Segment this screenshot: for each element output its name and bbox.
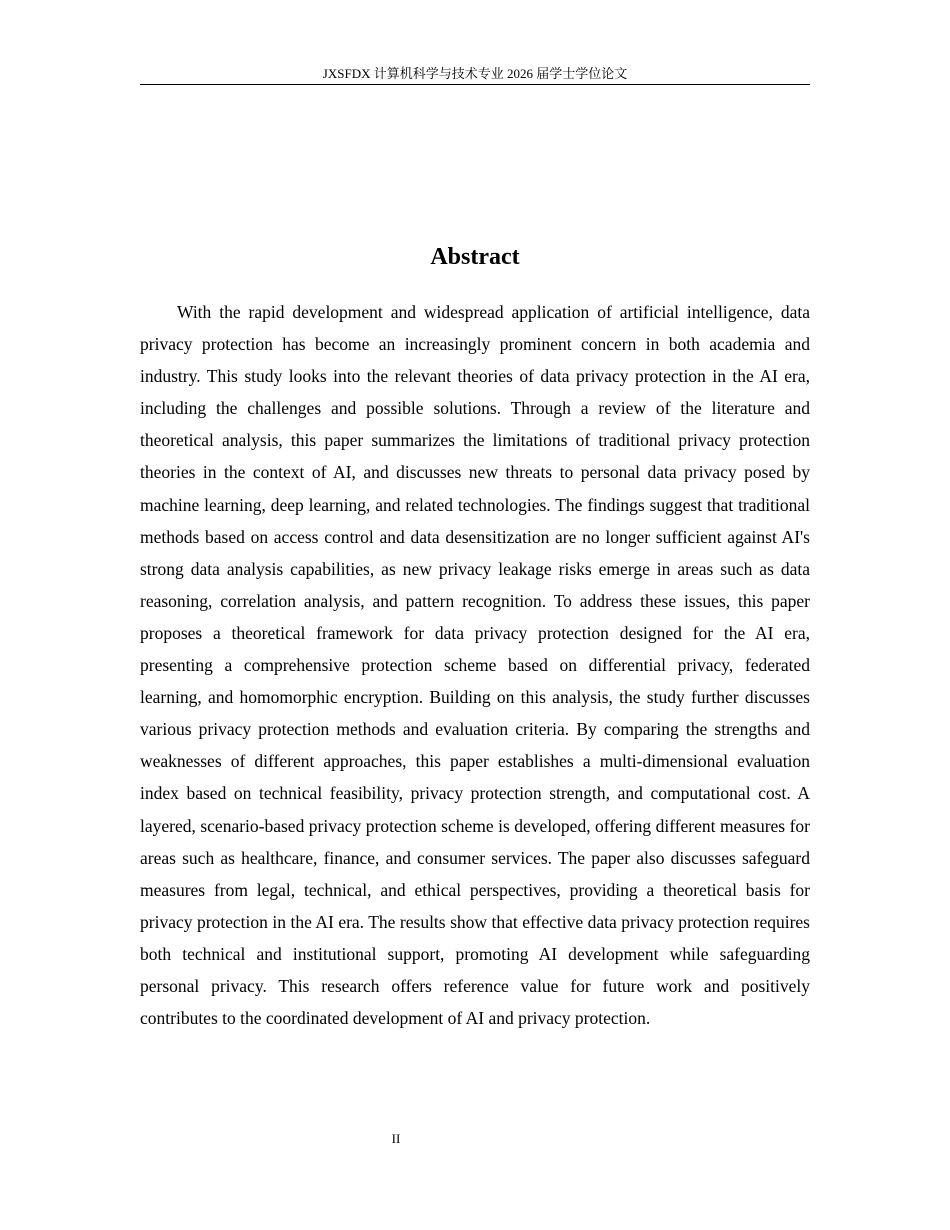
abstract-body: With the rapid development and widespread application of artificial intelligence, data privacy protection has become an increasingly prominent concern in both academia and industry. This study looks into the relevant theories of data privacy protection in the AI era, including the challenges and possible solutions. Through a review of the literature and theoretical analysis, this paper summarizes the limitations of traditional privacy protection theories in the context of AI, and discusses new threats to personal data privacy posed by machine learning, deep learning, and related technologies. The findings suggest that traditional methods based on access control and data desensitization are no longer sufficient against AI's strong data analysis capabilities, as new privacy leakage risks emerge in areas such as data reasoning, correlation analysis, and pattern recognition. To address these issues, this paper proposes a theoretical framework for data privacy protection designed for the AI era, presenting a comprehensive protection scheme based on differential privacy, federated learning, and homomorphic encryption. Building on this analysis, the study further discusses various privacy protection methods and evaluation criteria. By comparing the strengths and weaknesses of different approaches, this paper establishes a multi-dimensional evaluation index based on technical feasibility, privacy protection strength, and computational cost. A layered, scenario-based privacy protection scheme is developed, offering different measures for areas such as healthcare, finance, and consumer services. The paper also discusses safeguard measures from legal, technical, and ethical perspectives, providing a theoretical basis for privacy protection in the AI era. The results show that effective data privacy protection requires both technical and institutional support, promoting AI development while safeguarding personal privacy. This research offers reference value for future work and positively contributes to the coordinated development of AI and privacy protection. [140, 302, 810, 1029]
page-number: II [391, 1131, 401, 1146]
running-header: JXSFDX 计算机科学与技术专业 2026 届学士学位论文 [140, 66, 810, 85]
abstract-title: Abstract [430, 244, 520, 270]
